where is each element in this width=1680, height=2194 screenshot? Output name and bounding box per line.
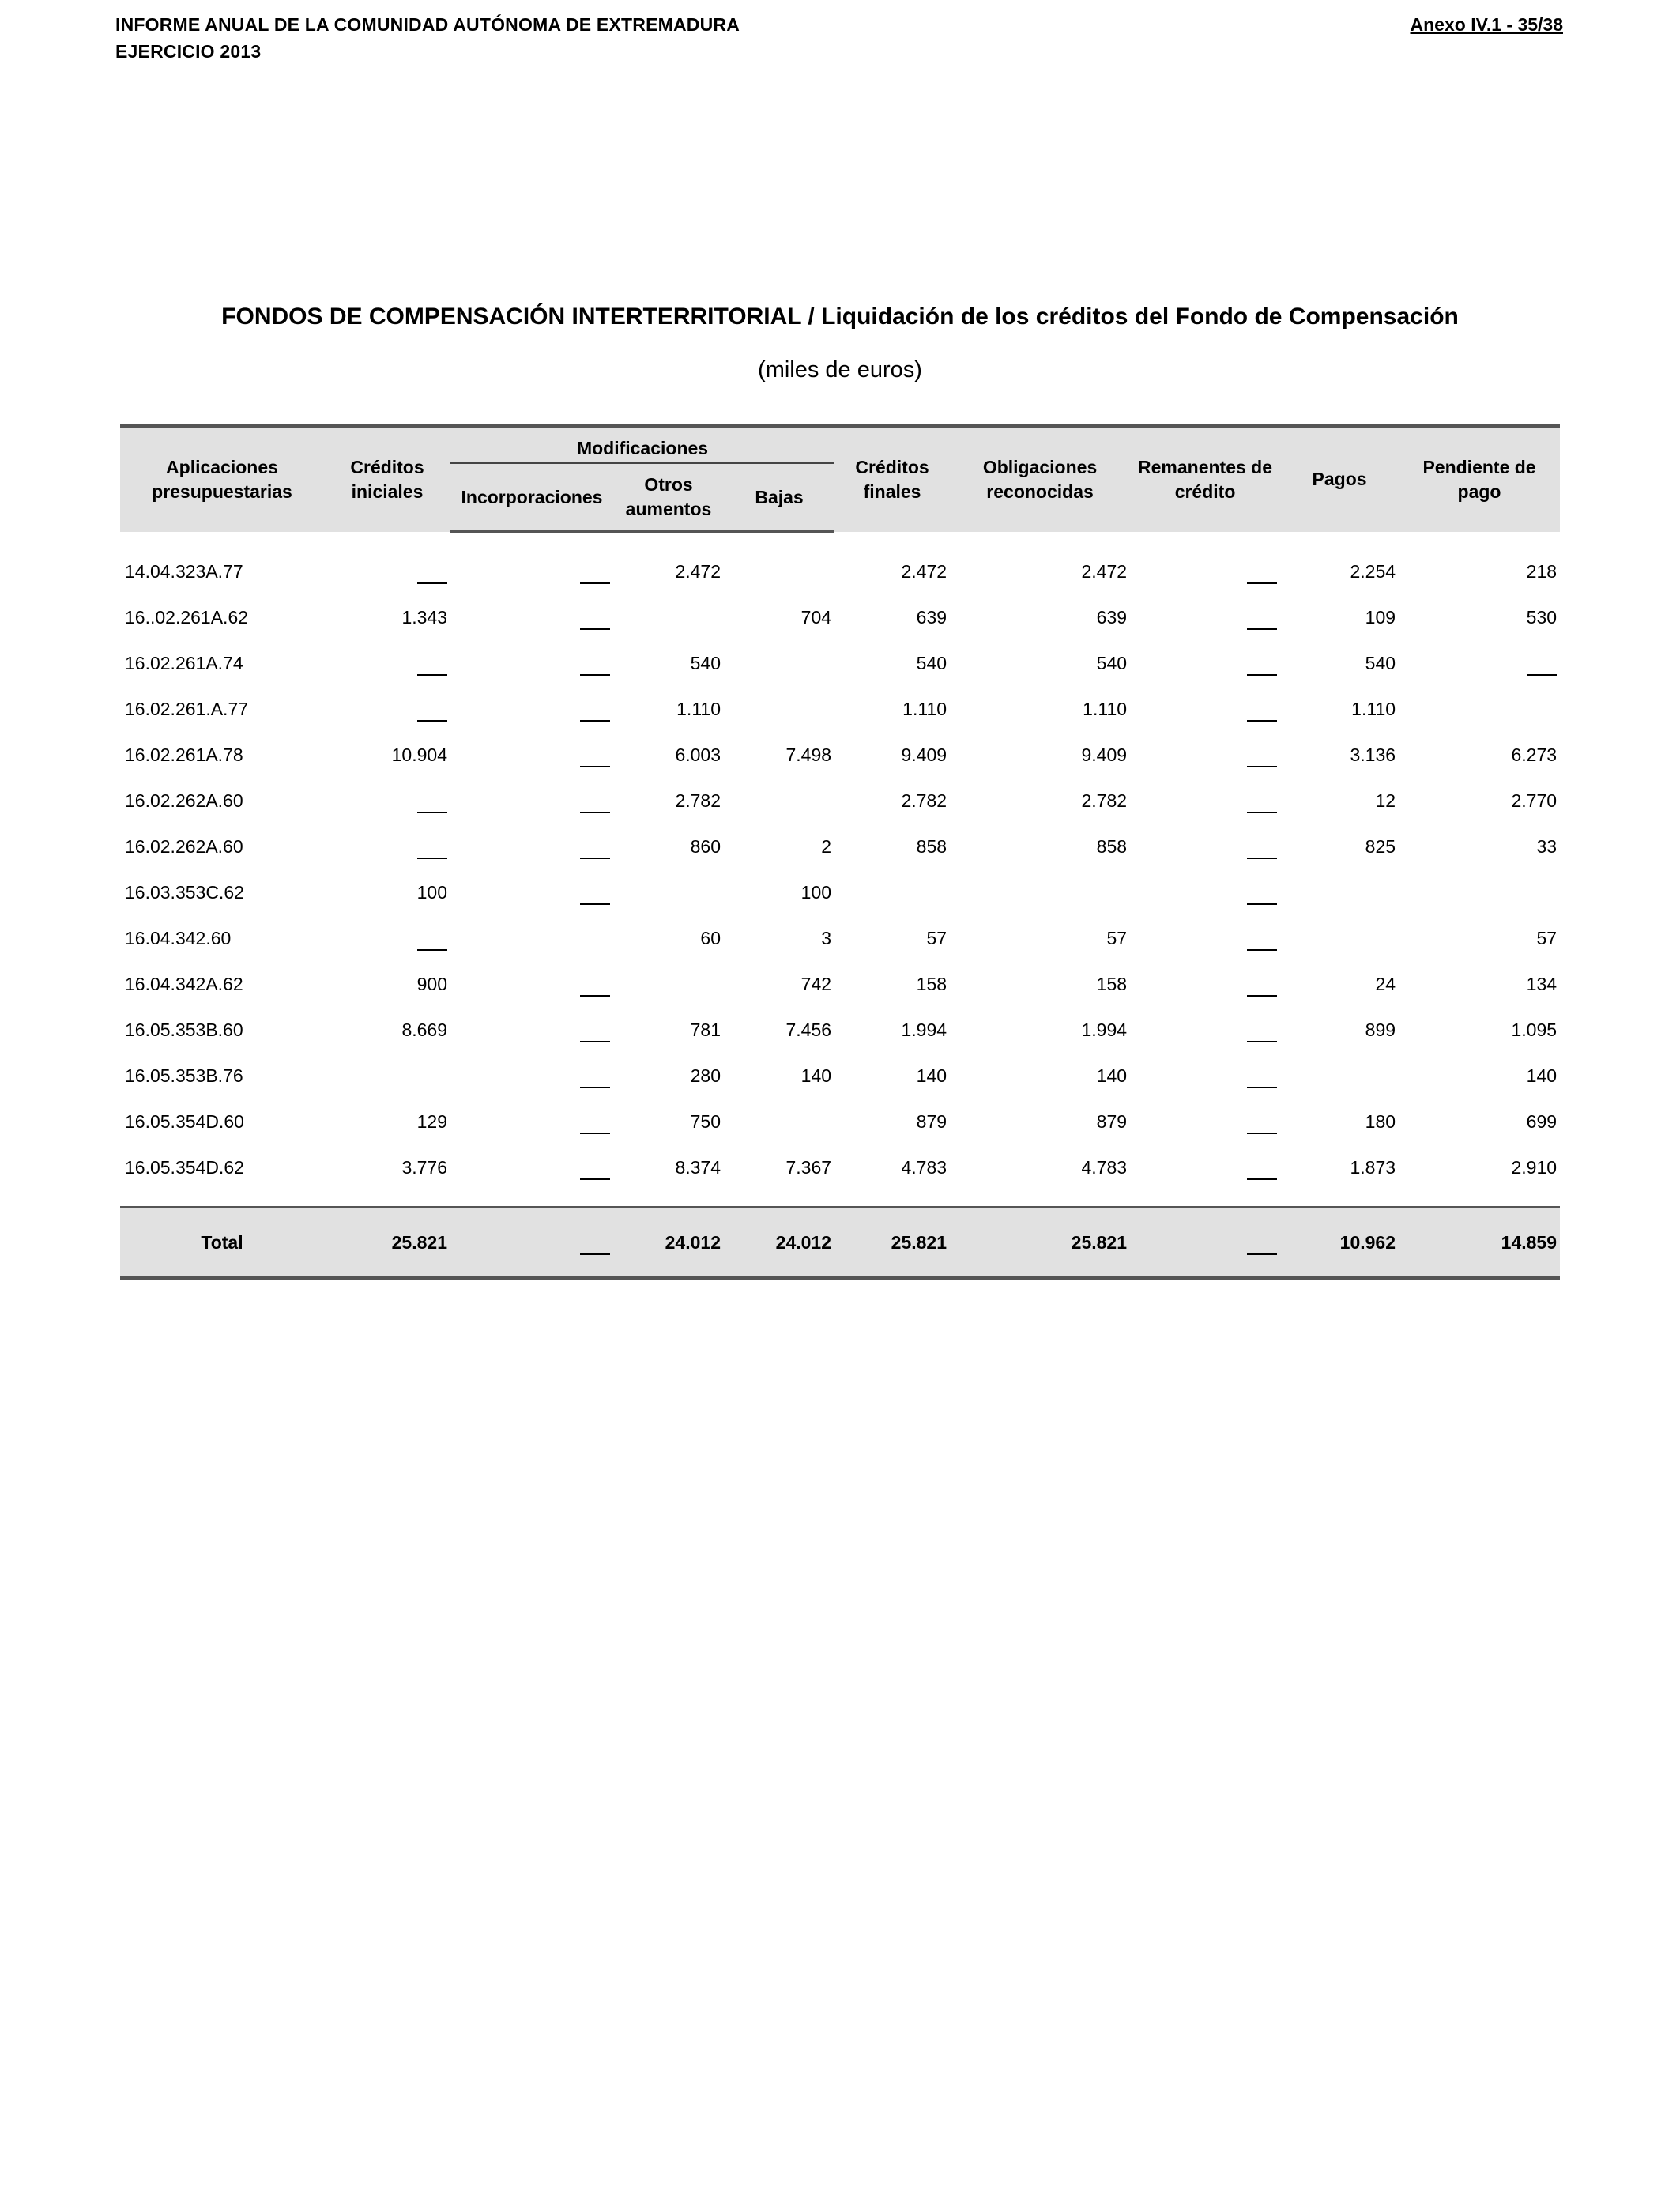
- row-value: 4.783: [1081, 1156, 1128, 1178]
- row-value: [324, 548, 450, 594]
- dash-mark: [580, 995, 610, 997]
- col-creditos-iniciales: Créditos iniciales: [324, 426, 450, 532]
- row-value: [324, 778, 450, 824]
- dash-mark: [580, 1041, 610, 1042]
- row-value: 2.254: [1350, 560, 1396, 582]
- col-obligaciones: Obligaciones reconocidas: [950, 426, 1130, 532]
- col-incorporaciones: Incorporaciones: [450, 463, 613, 532]
- table-row: [120, 869, 1560, 915]
- row-value: 1.343: [401, 606, 447, 628]
- row-value: 6.003: [675, 744, 721, 765]
- row-value: 140: [800, 1065, 832, 1086]
- row-value: 2.910: [1511, 1156, 1558, 1178]
- table-row: [120, 1144, 1560, 1190]
- row-value: 2.782: [675, 790, 721, 811]
- table-row: [120, 824, 1560, 869]
- row-value: 699: [1526, 1110, 1558, 1132]
- row-value: 639: [1096, 606, 1128, 628]
- dash-mark: [580, 812, 610, 813]
- row-label: 16.03.353C.62: [125, 881, 244, 903]
- row-value: [1280, 1053, 1399, 1099]
- row-value: [1399, 640, 1560, 686]
- table-row: [120, 732, 1560, 778]
- row-value: [1130, 824, 1280, 869]
- table-row: [120, 548, 1560, 594]
- dash-mark: [1247, 628, 1277, 630]
- row-value: 742: [800, 973, 832, 994]
- row-value: 57: [1536, 927, 1558, 948]
- row-value: 8.374: [675, 1156, 721, 1178]
- row-value: 12: [1375, 790, 1396, 811]
- total-value: [450, 1208, 613, 1279]
- row-value: 2.472: [1081, 560, 1128, 582]
- row-value: [450, 1053, 613, 1099]
- table-row: [120, 640, 1560, 686]
- row-value: 540: [1096, 652, 1128, 673]
- row-value: [613, 869, 724, 915]
- row-value: [450, 915, 613, 961]
- row-value: 2.782: [1081, 790, 1128, 811]
- row-value: 639: [916, 606, 947, 628]
- row-value: [834, 869, 950, 915]
- row-value: 6.273: [1511, 744, 1558, 765]
- row-value: 530: [1526, 606, 1558, 628]
- dash-mark: [417, 674, 447, 676]
- row-value: [1130, 732, 1280, 778]
- row-value: [450, 732, 613, 778]
- table-row: [120, 1099, 1560, 1144]
- dash-mark: [417, 582, 447, 584]
- row-value: 158: [1096, 973, 1128, 994]
- row-value: [1130, 594, 1280, 640]
- row-value: 2.770: [1511, 790, 1558, 811]
- document-title: FONDOS DE COMPENSACIÓN INTERTERRITORIAL / Liquidación de los créditos del Fondo de Compensación: [221, 303, 1459, 330]
- dash-mark: [1247, 582, 1277, 584]
- row-value: [1130, 1144, 1280, 1190]
- row-value: [450, 686, 613, 732]
- row-value: 7.498: [785, 744, 832, 765]
- row-label: 16.04.342A.62: [125, 973, 243, 994]
- row-value: [324, 824, 450, 869]
- table-row: [120, 686, 1560, 732]
- row-value: 158: [916, 973, 947, 994]
- total-value: [1130, 1208, 1280, 1279]
- row-value: [450, 961, 613, 1007]
- row-value: 858: [1096, 835, 1128, 857]
- row-value: 704: [800, 606, 832, 628]
- row-value: [1130, 548, 1280, 594]
- row-value: [1130, 778, 1280, 824]
- row-value: 1.110: [902, 698, 947, 719]
- row-value: 7.456: [785, 1019, 832, 1040]
- row-value: [450, 548, 613, 594]
- row-value: [450, 778, 613, 824]
- row-value: [724, 548, 834, 594]
- total-value: 25.821: [324, 1208, 450, 1279]
- row-value: 100: [416, 881, 447, 903]
- row-value: 100: [800, 881, 832, 903]
- dash-mark: [580, 720, 610, 722]
- table-row: [120, 1007, 1560, 1053]
- row-value: [1130, 1099, 1280, 1144]
- dash-mark: [580, 674, 610, 676]
- row-label: 16.02.262A.60: [125, 790, 243, 811]
- dash-mark: [1247, 1087, 1277, 1088]
- total-label: Total: [120, 1208, 324, 1279]
- row-value: 900: [416, 973, 447, 994]
- total-value: 24.012: [724, 1208, 834, 1279]
- row-label: 16.02.261A.78: [125, 744, 243, 765]
- row-value: 1.994: [901, 1019, 947, 1040]
- row-value: [1399, 869, 1560, 915]
- row-value: 750: [690, 1110, 721, 1132]
- units-subtitle: (miles de euros): [758, 357, 922, 383]
- row-value: 4.783: [901, 1156, 947, 1178]
- row-value: [1130, 869, 1280, 915]
- row-label: 16.05.353B.76: [125, 1065, 243, 1086]
- dash-mark: [1247, 674, 1277, 676]
- dash-mark: [1247, 995, 1277, 997]
- row-value: [1130, 915, 1280, 961]
- total-value: 25.821: [834, 1208, 950, 1279]
- report-year-line: EJERCICIO 2013: [115, 41, 262, 62]
- row-value: 540: [1365, 652, 1396, 673]
- dash-mark: [580, 628, 610, 630]
- row-value: [450, 869, 613, 915]
- dash-mark: [580, 766, 610, 767]
- total-row: [120, 1208, 1560, 1279]
- dash-mark: [1247, 858, 1277, 859]
- row-value: [724, 640, 834, 686]
- row-value: 540: [690, 652, 721, 673]
- row-label: 16.02.262A.60: [125, 835, 243, 857]
- row-value: 2.472: [901, 560, 947, 582]
- dash-mark: [580, 858, 610, 859]
- row-value: [950, 869, 1130, 915]
- row-value: 218: [1526, 560, 1558, 582]
- table-row: [120, 915, 1560, 961]
- row-value: 1.873: [1350, 1156, 1396, 1178]
- row-value: 3.776: [401, 1156, 447, 1178]
- col-pendiente: Pendiente de pago: [1399, 426, 1560, 532]
- row-value: 1.110: [1083, 698, 1128, 719]
- dash-mark: [1247, 812, 1277, 813]
- table-header: [120, 426, 1560, 532]
- row-value: 9.409: [1081, 744, 1128, 765]
- dash-mark: [580, 582, 610, 584]
- row-value: [613, 594, 724, 640]
- dash-mark: [580, 1087, 610, 1088]
- report-header: [115, 11, 740, 65]
- col-remanentes: Remanentes de crédito: [1130, 426, 1280, 532]
- row-value: 3.136: [1350, 744, 1396, 765]
- total-value: 10.962: [1280, 1208, 1399, 1279]
- row-value: [1130, 961, 1280, 1007]
- row-value: 2.782: [901, 790, 947, 811]
- table-row: [120, 961, 1560, 1007]
- row-value: 180: [1365, 1110, 1396, 1132]
- dash-mark: [1247, 1133, 1277, 1134]
- row-value: 1.110: [1351, 698, 1396, 719]
- dash-mark: [417, 812, 447, 813]
- col-pagos: Pagos: [1280, 426, 1399, 532]
- row-value: [450, 640, 613, 686]
- col-aplicaciones: Aplicaciones presupuestarias: [120, 426, 324, 532]
- row-value: 134: [1526, 973, 1558, 994]
- col-creditos-finales: Créditos finales: [834, 426, 950, 532]
- row-value: 860: [690, 835, 721, 857]
- dash-mark: [1247, 1041, 1277, 1042]
- row-label: 16.05.353B.60: [125, 1019, 243, 1040]
- col-bajas: Bajas: [724, 463, 834, 532]
- row-value: [1130, 1007, 1280, 1053]
- row-value: [724, 1099, 834, 1144]
- row-value: [613, 961, 724, 1007]
- row-value: 1.994: [1081, 1019, 1128, 1040]
- row-value: 3: [821, 927, 832, 948]
- row-value: [1280, 869, 1399, 915]
- row-value: 858: [916, 835, 947, 857]
- dash-mark: [580, 1253, 610, 1255]
- row-value: 540: [916, 652, 947, 673]
- row-label: 16.05.354D.60: [125, 1110, 244, 1132]
- row-value: 24: [1375, 973, 1396, 994]
- dash-mark: [580, 903, 610, 905]
- row-value: 879: [1096, 1110, 1128, 1132]
- row-value: [724, 686, 834, 732]
- row-value: 825: [1365, 835, 1396, 857]
- row-label: 16.02.261.A.77: [125, 698, 249, 719]
- table-row: [120, 778, 1560, 824]
- dash-mark: [1527, 674, 1557, 676]
- row-value: 899: [1365, 1019, 1396, 1040]
- table-row: [120, 1053, 1560, 1099]
- row-value: 140: [1526, 1065, 1558, 1086]
- report-title-line: INFORME ANUAL DE LA COMUNIDAD AUTÓNOMA DE EXTREMADURA: [115, 14, 740, 35]
- row-value: 1.110: [676, 698, 721, 719]
- dash-mark: [1247, 1253, 1277, 1255]
- col-modificaciones: Modificaciones: [450, 426, 834, 464]
- row-value: 781: [690, 1019, 721, 1040]
- dash-mark: [580, 1178, 610, 1180]
- dash-mark: [417, 949, 447, 951]
- dash-mark: [1247, 766, 1277, 767]
- annex-page-number: Anexo IV.1 - 35/38: [1410, 14, 1563, 35]
- row-value: 10.904: [391, 744, 447, 765]
- row-value: [324, 1053, 450, 1099]
- row-value: 9.409: [901, 744, 947, 765]
- row-value: [1130, 686, 1280, 732]
- row-value: 140: [916, 1065, 947, 1086]
- table-body: [120, 548, 1560, 1190]
- row-label: 16.04.342.60: [125, 927, 232, 948]
- row-value: [324, 686, 450, 732]
- row-value: 7.367: [785, 1156, 832, 1178]
- row-value: 2.472: [675, 560, 721, 582]
- row-value: [1399, 686, 1560, 732]
- dash-mark: [1247, 949, 1277, 951]
- row-label: 14.04.323A.77: [125, 560, 243, 582]
- total-value: 14.859: [1399, 1208, 1560, 1279]
- row-value: [450, 824, 613, 869]
- row-label: 16..02.261A.62: [125, 606, 249, 628]
- row-value: 8.669: [401, 1019, 447, 1040]
- row-value: 280: [690, 1065, 721, 1086]
- dash-mark: [417, 720, 447, 722]
- table-total: [120, 1208, 1560, 1279]
- row-value: 1.095: [1511, 1019, 1558, 1040]
- row-value: 879: [916, 1110, 947, 1132]
- col-otros-aumentos: Otros aumentos: [613, 463, 724, 532]
- total-value: 24.012: [613, 1208, 724, 1279]
- row-value: 2: [821, 835, 832, 857]
- dash-mark: [417, 858, 447, 859]
- row-label: 16.05.354D.62: [125, 1156, 244, 1178]
- dash-mark: [1247, 903, 1277, 905]
- row-value: [450, 1007, 613, 1053]
- row-value: 57: [1106, 927, 1128, 948]
- row-value: [1130, 640, 1280, 686]
- row-value: 33: [1536, 835, 1558, 857]
- row-value: [450, 1144, 613, 1190]
- dash-mark: [1247, 1178, 1277, 1180]
- row-value: 109: [1365, 606, 1396, 628]
- row-value: 140: [1096, 1065, 1128, 1086]
- liquidation-table: [120, 424, 1560, 1280]
- row-value: [450, 1099, 613, 1144]
- row-value: [324, 915, 450, 961]
- row-value: [1280, 915, 1399, 961]
- row-value: [724, 778, 834, 824]
- row-value: 129: [416, 1110, 447, 1132]
- table-row: [120, 594, 1560, 640]
- row-value: 60: [700, 927, 721, 948]
- row-value: [1130, 1053, 1280, 1099]
- total-value: 25.821: [950, 1208, 1130, 1279]
- row-value: [450, 594, 613, 640]
- dash-mark: [1247, 720, 1277, 722]
- row-label: 16.02.261A.74: [125, 652, 243, 673]
- row-value: [324, 640, 450, 686]
- dash-mark: [580, 1133, 610, 1134]
- row-value: 57: [926, 927, 947, 948]
